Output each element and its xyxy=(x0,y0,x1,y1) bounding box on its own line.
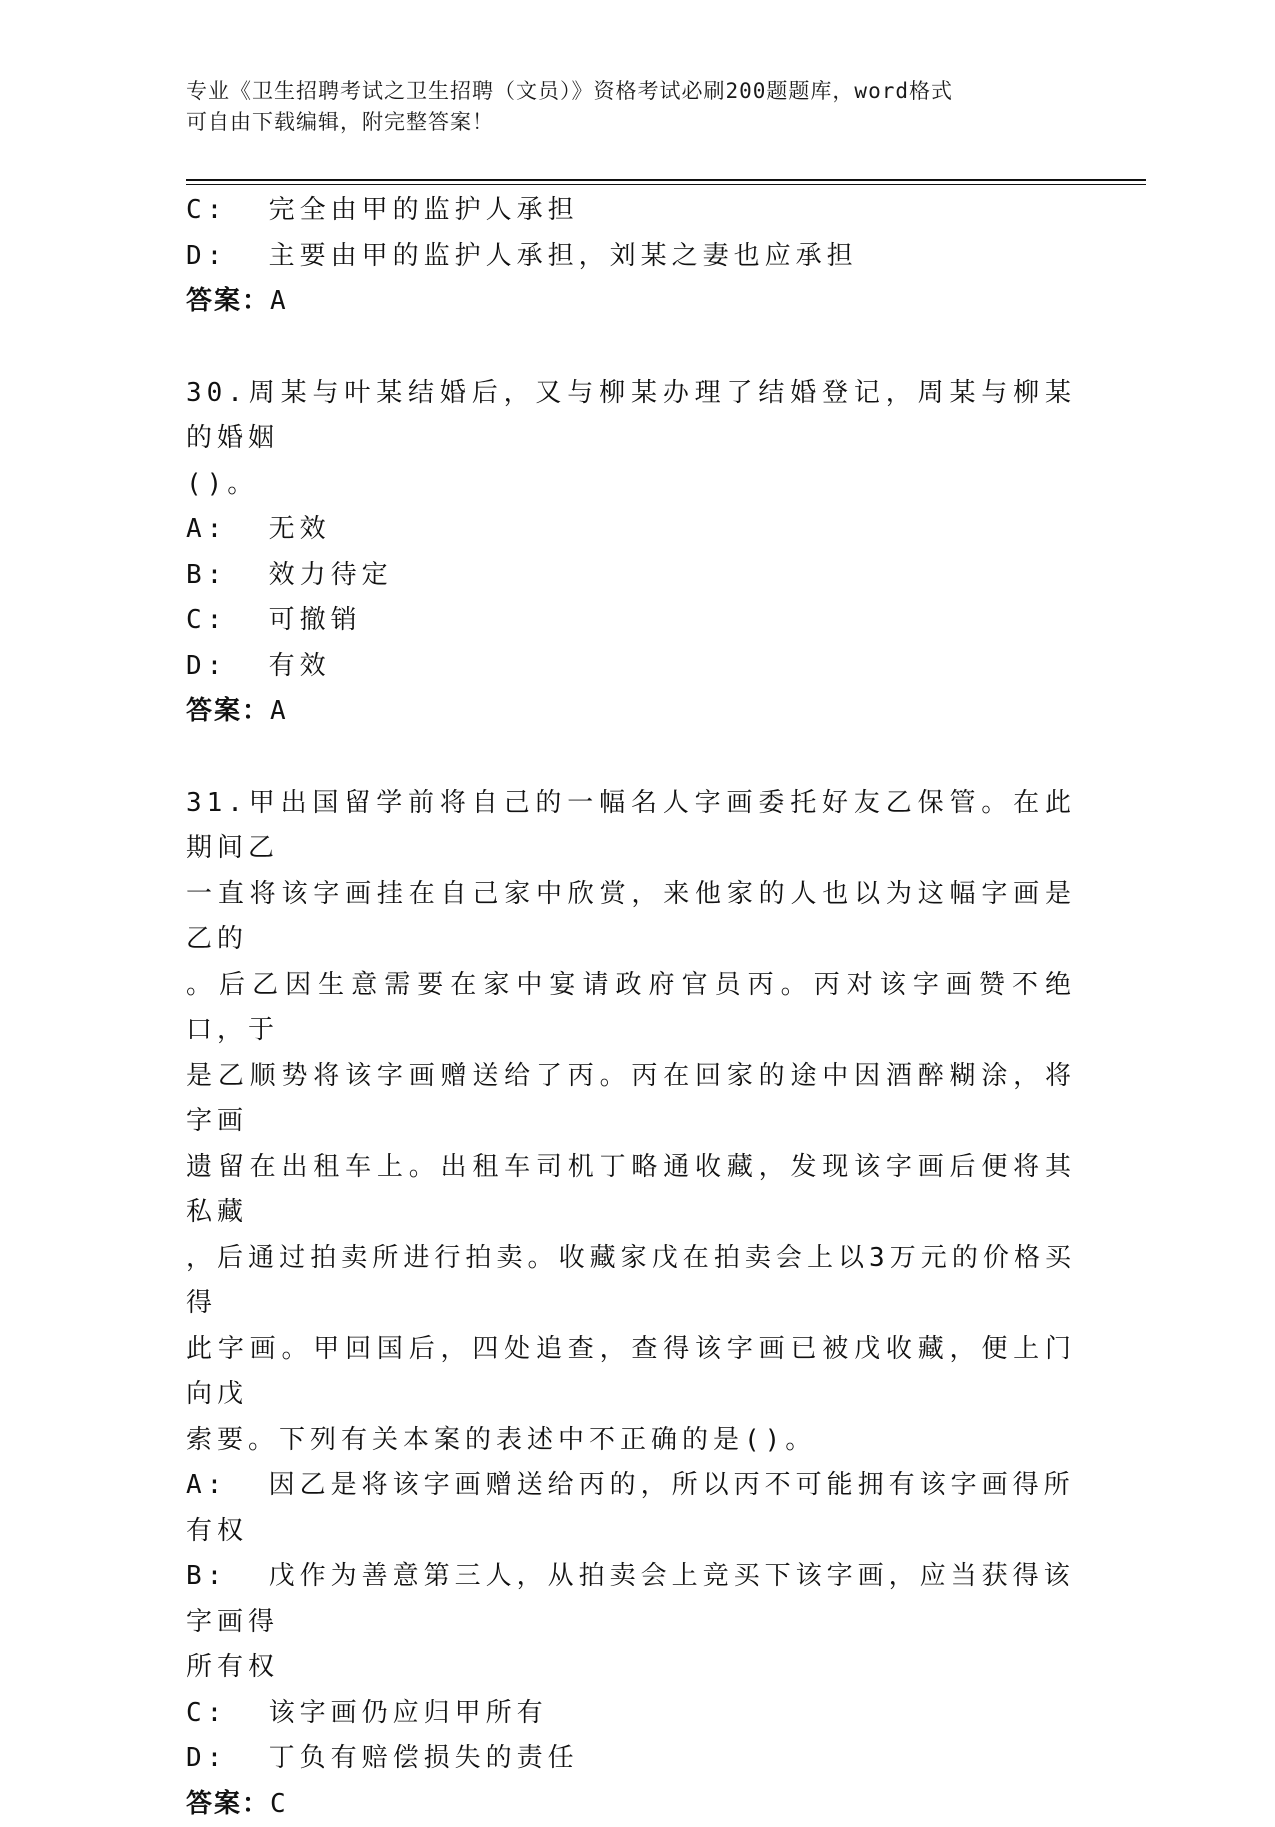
answer-value: A xyxy=(270,286,288,316)
q31-option-b-line2: 所有权 xyxy=(186,1645,1076,1691)
page-header xyxy=(186,76,1066,138)
q31-option-a: A: 因乙是将该字画赠送给丙的，所以丙不可能拥有该字画得所有权 xyxy=(186,1463,1076,1554)
q31-answer xyxy=(186,1782,1076,1827)
q31-stem-line: ，后通过拍卖所进行拍卖。收藏家戊在拍卖会上以3万元的价格买得 xyxy=(186,1236,1076,1327)
spacer xyxy=(186,325,1076,371)
q31-stem-line: 是乙顺势将该字画赠送给了丙。丙在回家的途中因酒醉糊涂，将字画 xyxy=(186,1054,1076,1145)
q31-stem-line: 遗留在出租车上。出租车司机丁略通收藏，发现该字画后便将其私藏 xyxy=(186,1145,1076,1236)
q31-stem-line: 索要。下列有关本案的表述中不正确的是()。 xyxy=(186,1418,1076,1464)
answer-label: 答案： xyxy=(186,696,270,726)
q30-option-b: B: 效力待定 xyxy=(186,553,1076,599)
spacer xyxy=(186,735,1076,781)
header-divider-thin xyxy=(186,184,1146,185)
q30-stem-line2: ()。 xyxy=(186,462,1076,508)
q30-option-d: D: 有效 xyxy=(186,644,1076,690)
q30-answer xyxy=(186,689,1076,735)
answer-value: C xyxy=(270,1789,288,1819)
q31-stem-line: 。后乙因生意需要在家中宴请政府官员丙。丙对该字画赞不绝口，于 xyxy=(186,963,1076,1054)
document-body xyxy=(186,188,1076,1827)
answer-label: 答案： xyxy=(186,286,270,316)
answer-label: 答案： xyxy=(186,1789,270,1819)
header-title-line2: 可自由下载编辑，附完整答案！ xyxy=(186,107,1066,138)
header-title-line1: 专业《卫生招聘考试之卫生招聘（文员）》资格考试必刷200题题库，word格式 xyxy=(186,76,1066,107)
q31-stem-line: 一直将该字画挂在自己家中欣赏，来他家的人也以为这幅字画是乙的 xyxy=(186,872,1076,963)
prev-option-d: D: 主要由甲的监护人承担，刘某之妻也应承担 xyxy=(186,234,1076,280)
q31-option-b-line1: B: 戊作为善意第三人，从拍卖会上竞买下该字画，应当获得该字画得 xyxy=(186,1554,1076,1645)
q30-option-c: C: 可撤销 xyxy=(186,598,1076,644)
prev-option-c: C: 完全由甲的监护人承担 xyxy=(186,188,1076,234)
q31-stem-line: 此字画。甲回国后，四处追查，查得该字画已被戊收藏，便上门向戊 xyxy=(186,1327,1076,1418)
q31-option-c: C: 该字画仍应归甲所有 xyxy=(186,1691,1076,1737)
q30-option-a: A: 无效 xyxy=(186,507,1076,553)
q30-stem-line1: 30.周某与叶某结婚后，又与柳某办理了结婚登记，周某与柳某的婚姻 xyxy=(186,371,1076,462)
prev-answer xyxy=(186,279,1076,325)
q31-stem-line: 31.甲出国留学前将自己的一幅名人字画委托好友乙保管。在此期间乙 xyxy=(186,781,1076,872)
q31-option-d: D: 丁负有赔偿损失的责任 xyxy=(186,1736,1076,1782)
header-divider-thick xyxy=(186,179,1146,181)
answer-value: A xyxy=(270,696,288,726)
